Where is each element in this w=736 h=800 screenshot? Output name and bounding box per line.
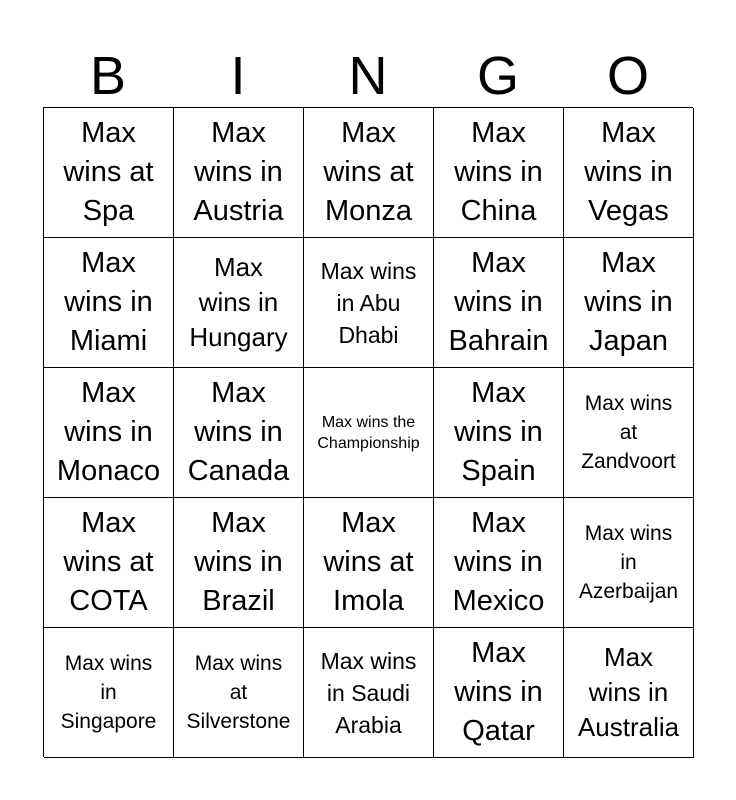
bingo-cell[interactable]: Max wins in Bahrain [434, 238, 564, 368]
bingo-cell[interactable]: Max wins in Miami [44, 238, 174, 368]
header-letter-g: G [476, 46, 519, 106]
bingo-cell[interactable]: Max wins in China [434, 108, 564, 238]
bingo-cell[interactable]: Max wins in Canada [174, 368, 304, 498]
bingo-cell[interactable]: Max wins in Austria [174, 108, 304, 238]
bingo-cell[interactable]: Max wins at Silverstone [174, 628, 304, 758]
header-letter-i: I [230, 46, 246, 106]
bingo-cell[interactable]: Max wins in Saudi Arabia [304, 628, 434, 758]
bingo-cell[interactable]: Max wins at Imola [304, 498, 434, 628]
header-letter-b: B [89, 46, 127, 106]
bingo-cell[interactable]: Max wins in Abu Dhabi [304, 238, 434, 368]
bingo-cell[interactable]: Max wins at Monza [304, 108, 434, 238]
bingo-cell[interactable]: Max wins in Singapore [44, 628, 174, 758]
bingo-cell[interactable]: Max wins in Vegas [564, 108, 694, 238]
bingo-cell[interactable]: Max wins in Monaco [44, 368, 174, 498]
bingo-cell[interactable]: Max wins in Qatar [434, 628, 564, 758]
bingo-cell[interactable]: Max wins in Azerbaijan [564, 498, 694, 628]
bingo-cell[interactable]: Max wins at Spa [44, 108, 174, 238]
bingo-cell[interactable]: Max wins in Mexico [434, 498, 564, 628]
bingo-cell[interactable]: Max wins in Australia [564, 628, 694, 758]
bingo-header [43, 44, 693, 108]
header-letter-n: N [348, 46, 388, 106]
bingo-cell[interactable]: Max wins in Hungary [174, 238, 304, 368]
bingo-cell[interactable]: Max wins at Zandvoort [564, 368, 694, 498]
bingo-cell[interactable]: Max wins in Japan [564, 238, 694, 368]
header-letter-o: O [606, 46, 649, 106]
bingo-cell-center[interactable]: Max wins the Championship [304, 368, 434, 498]
bingo-cell[interactable]: Max wins at COTA [44, 498, 174, 628]
bingo-cell[interactable]: Max wins in Spain [434, 368, 564, 498]
bingo-cell[interactable]: Max wins in Brazil [174, 498, 304, 628]
bingo-board [43, 107, 693, 757]
